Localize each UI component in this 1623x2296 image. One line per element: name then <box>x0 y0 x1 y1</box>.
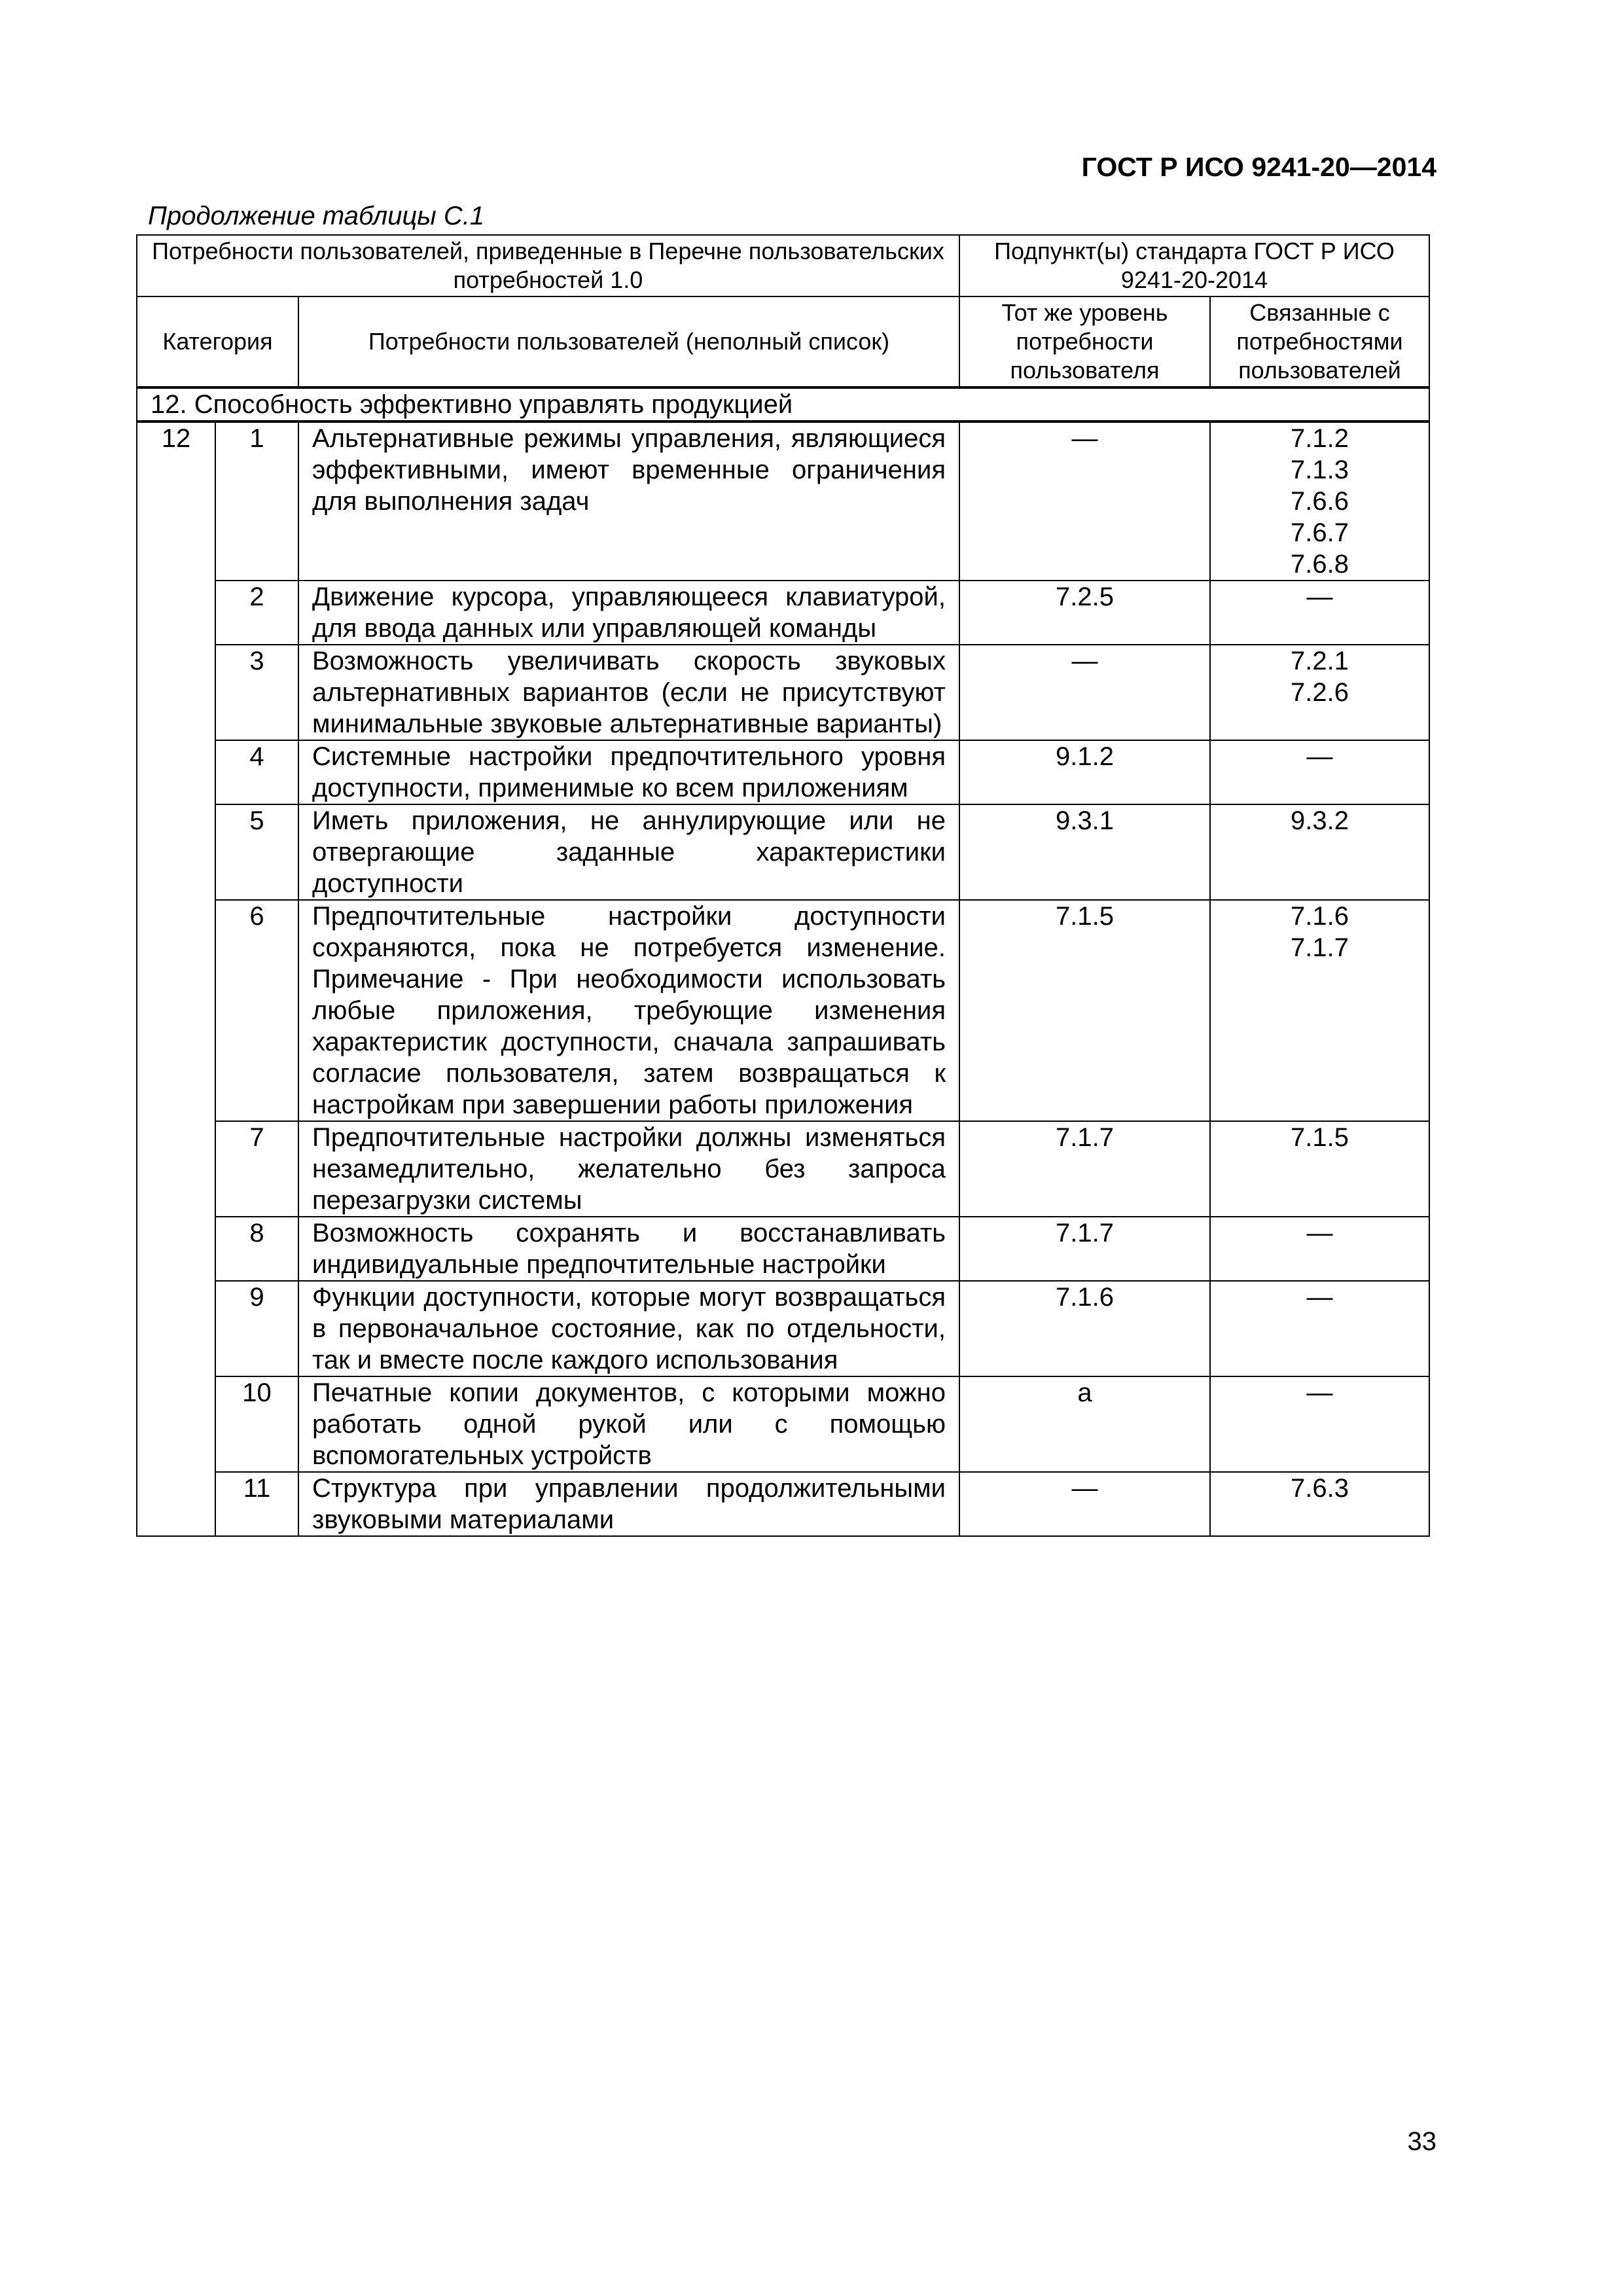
related-cell <box>1210 1121 1429 1217</box>
same-level-cell <box>959 1217 1210 1281</box>
need-description: Печатные копии документов, с которыми можно работать одной рукой или с помощью вспомогательных устройств <box>298 1376 959 1472</box>
row-number: 10 <box>215 1376 298 1472</box>
row-number: 7 <box>215 1121 298 1217</box>
same-level-cell <box>959 422 1210 581</box>
need-description: Иметь приложения, не аннулирующие или не отвергающие заданные характеристики доступности <box>298 804 959 900</box>
need-description: Предпочтительные настройки должны изменяться незамедлительно, желательно без запроса перезагрузки системы <box>298 1121 959 1217</box>
header-category: Категория <box>137 296 298 387</box>
related-ref: 7.1.5 <box>1291 1123 1349 1152</box>
same-level-ref: 7.1.6 <box>1056 1283 1114 1312</box>
related-cell <box>1210 1376 1429 1472</box>
row-number: 6 <box>215 900 298 1121</box>
related-ref: 7.6.6 <box>1291 487 1349 516</box>
related-ref: — <box>1306 742 1333 771</box>
row-number: 3 <box>215 645 298 740</box>
need-description: Системные настройки предпочтительного уровня доступности, применимые ко всем приложениям <box>298 740 959 804</box>
related-ref: 9.3.2 <box>1291 806 1349 835</box>
requirements-table <box>136 234 1430 1537</box>
same-level-ref: 7.1.5 <box>1056 902 1114 931</box>
need-description: Возможность увеличивать скорость звуковых альтернативных вариантов (если не присутствуют минимальные звуковые альтернативные варианты) <box>298 645 959 740</box>
header-needs: Потребности пользователей (неполный список) <box>298 296 959 387</box>
row-number: 11 <box>215 1472 298 1536</box>
same-level-ref: — <box>1071 424 1098 453</box>
same-level-ref: 9.1.2 <box>1056 742 1114 771</box>
header-same-level: Тот же уровень потребности пользователя <box>959 296 1210 387</box>
row-number: 2 <box>215 581 298 645</box>
table-row <box>137 900 1429 1121</box>
same-level-ref: 7.1.7 <box>1056 1219 1114 1247</box>
table-row <box>137 1121 1429 1217</box>
table-row <box>137 645 1429 740</box>
related-ref: 7.1.6 <box>1291 902 1349 931</box>
need-description: Альтернативные режимы управления, являющиеся эффективными, имеют временные ограничения для выполнения задач <box>298 422 959 581</box>
related-ref: 7.1.7 <box>1291 933 1349 962</box>
related-cell <box>1210 581 1429 645</box>
related-cell <box>1210 645 1429 740</box>
header-group-subclauses: Подпункт(ы) стандарта ГОСТ Р ИСО 9241-20-2014 <box>959 235 1429 296</box>
header-related: Связанные с потребностями пользователей <box>1210 296 1429 387</box>
same-level-ref: 7.1.7 <box>1056 1123 1114 1152</box>
need-description: Возможность сохранять и восстанавливать индивидуальные предпочтительные настройки <box>298 1217 959 1281</box>
same-level-cell <box>959 900 1210 1121</box>
related-ref: 7.2.1 <box>1291 647 1349 675</box>
row-number: 5 <box>215 804 298 900</box>
section-title: 12. Способность эффективно управлять продукцией <box>137 387 1429 422</box>
related-ref: — <box>1306 1219 1333 1247</box>
category-cell: 12 <box>137 422 215 1536</box>
row-number: 4 <box>215 740 298 804</box>
row-number: 9 <box>215 1281 298 1376</box>
related-ref: 7.6.3 <box>1291 1474 1349 1503</box>
same-level-ref: 9.3.1 <box>1056 806 1114 835</box>
table-row <box>137 581 1429 645</box>
same-level-cell <box>959 1121 1210 1217</box>
same-level-ref: — <box>1071 647 1098 675</box>
same-level-cell <box>959 1376 1210 1472</box>
header-group-needs: Потребности пользователей, приведенные в Перечне пользовательских потребностей 1.0 <box>137 235 959 296</box>
related-ref: — <box>1306 583 1333 611</box>
related-cell <box>1210 1217 1429 1281</box>
row-number: 1 <box>215 422 298 581</box>
same-level-ref: — <box>1071 1474 1098 1503</box>
same-level-cell <box>959 581 1210 645</box>
table-row <box>137 1472 1429 1536</box>
related-cell <box>1210 1472 1429 1536</box>
related-ref: 7.1.2 <box>1291 424 1349 453</box>
same-level-cell <box>959 804 1210 900</box>
related-cell <box>1210 804 1429 900</box>
table-row <box>137 740 1429 804</box>
need-description: Функции доступности, которые могут возвращаться в первоначальное состояние, как по отдельности, так и вместе после каждого использования <box>298 1281 959 1376</box>
same-level-cell <box>959 740 1210 804</box>
same-level-cell <box>959 645 1210 740</box>
need-description: Структура при управлении продолжительными звуковыми материалами <box>298 1472 959 1536</box>
row-number: 8 <box>215 1217 298 1281</box>
same-level-ref: 7.2.5 <box>1056 583 1114 611</box>
table-row <box>137 1281 1429 1376</box>
standard-designation: ГОСТ Р ИСО 9241-20—2014 <box>1081 152 1436 182</box>
table-row <box>137 804 1429 900</box>
need-description: Предпочтительные настройки доступности сохраняются, пока не потребуется изменение. Примечание - При необходимости использовать любые приложения, требующие изменения характеристик доступности, сначала запрашивать согласие пользователя, затем возвращаться к настройкам при завершении работы приложения <box>298 900 959 1121</box>
related-ref: 7.6.7 <box>1291 518 1349 547</box>
table-row <box>137 1217 1429 1281</box>
table-row <box>137 1376 1429 1472</box>
related-cell <box>1210 740 1429 804</box>
same-level-ref: a <box>1077 1378 1092 1407</box>
same-level-cell <box>959 1472 1210 1536</box>
related-cell <box>1210 422 1429 581</box>
related-cell <box>1210 900 1429 1121</box>
table-row <box>137 422 1429 581</box>
table-caption: Продолжение таблицы С.1 <box>148 202 485 230</box>
related-ref: 7.1.3 <box>1291 456 1349 484</box>
same-level-cell <box>959 1281 1210 1376</box>
related-ref: — <box>1306 1283 1333 1312</box>
related-ref: 7.2.6 <box>1291 678 1349 707</box>
related-ref: — <box>1306 1378 1333 1407</box>
related-cell <box>1210 1281 1429 1376</box>
need-description: Движение курсора, управляющееся клавиатурой, для ввода данных или управляющей команды <box>298 581 959 645</box>
related-ref: 7.6.8 <box>1291 550 1349 579</box>
page-number: 33 <box>1407 2127 1436 2156</box>
